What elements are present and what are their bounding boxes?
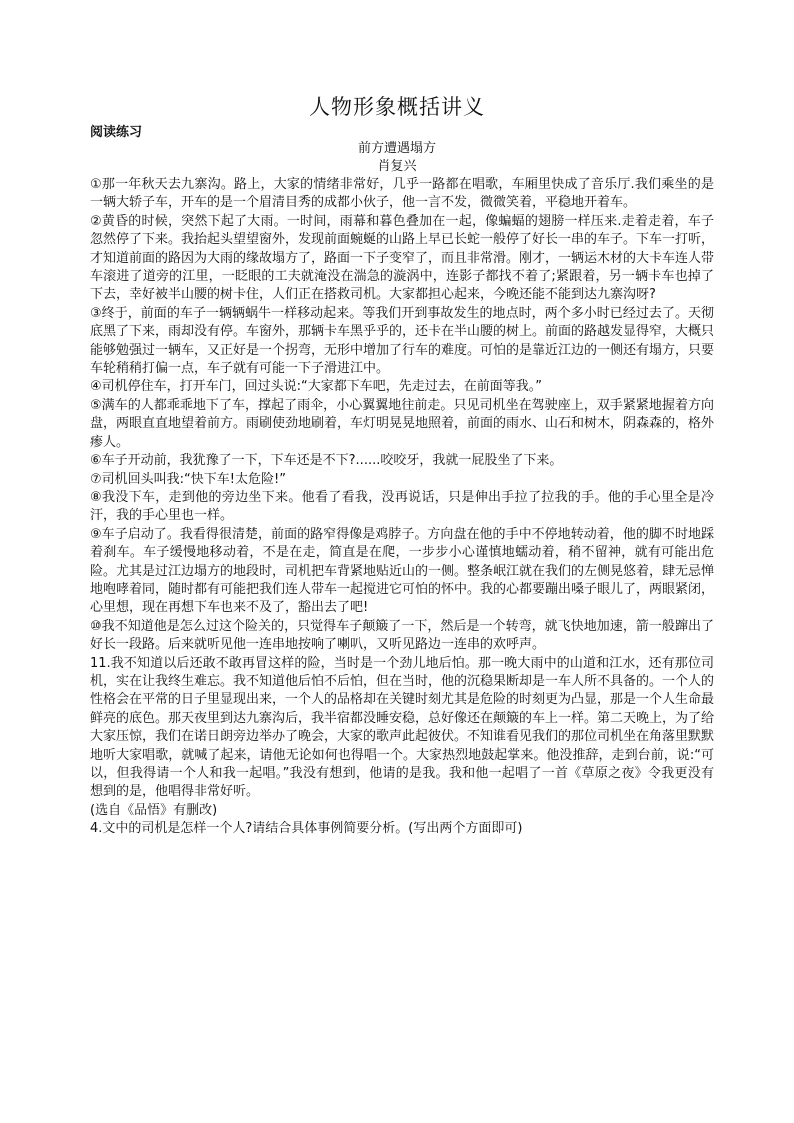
section-label: 阅读练习: [90, 125, 143, 140]
source-note: (选自《品悟》有删改): [90, 802, 218, 818]
paragraph-7: ⑦司机回头叫我:“快下车!太危险!”: [90, 471, 286, 487]
passage-title: 前方遭遇塌方: [357, 141, 436, 156]
paragraph-11: 11.我不知道以后还敢不敢再冒这样的险，当时是一个劲儿地后怕。那一晚大雨中的山道和江水，还有那位司机，实在让我终生难忘。我不知道他后怕不后怕，但在当时，他的沉稳果断却是一车人所不具备的。一个人的性格会在平常的日子里显现出来，一个人的品格却在关键时刻尤其是危险的时刻更为凸显，那是一个人生命最鲜亮的底色。那天夜里到达九寨沟后，我半宿都没睡安稳，总好像还在颠簸的车上一样。第二天晚上，为了给大家压惊，我们在诺日朗旁边举办了晚会，大家的歌声此起彼伏。不知谁看见我们的那位司机坐在角落里默默地听大家唱歌，就喊了起来，请他无论如何也得唱一个。大家热烈地鼓起掌来。他没推辞，走到台前，说:“可以，但我得请一个人和我一起唱。”我没有想到，他请的是我。我和他一起唱了一首《草原之夜》令我更没有想到的是，他唱得非常好听。: [90, 655, 715, 800]
paragraph-1: ①那一年秋天去九寨沟。路上，大家的情绪非常好，几乎一路都在唱歌，车厢里快成了音乐厅.我们乘坐的是一辆大轿子车，开车的是一个眉清目秀的成都小伙子，他一言不发，微微笑着，平稳地开着车。: [90, 177, 714, 211]
paragraph-5: ⑤满车的人都乖乖地下了车，撑起了雨伞，小心翼翼地往前走。只见司机坐在驾驶座上，双手紧紧地握着方向盘，两眼直直地望着前方。雨刷使劲地刷着，车灯明晃晃地照着，前面的雨水、山石和树木，阴森森的，格外瘆人。: [90, 397, 715, 450]
page-title: 人物形象概括讲义: [309, 95, 485, 119]
paragraph-4: ④司机停住车，打开车门，回过头说:“大家都下车吧，先走过去，在前面等我。”: [90, 379, 543, 395]
paragraph-3: ③终于，前面的车子一辆辆蜗牛一样移动起来。等我们开到事故发生的地点时，两个多小时已经过去了。天彻底黑了下来，雨却没有停。车窗外，那辆卡车黑乎乎的，还卡在半山腰的树上。前面的路越发显得窄，大概只能够勉强过一辆车，又正好是一个拐弯，无形中增加了行车的难度。可怕的是靠近江边的一侧还有塌方，只要车轮稍稍打偏一点，车子就有可能一下子滑进江中。: [90, 305, 715, 377]
paragraph-8: ⑧我没下车，走到他的旁边坐下来。他看了看我，没再说话，只是伸出手拉了拉我的手。他的手心里全是冷汗，我的手心里也一样。: [90, 489, 714, 524]
passage-body: [90, 176, 714, 839]
paragraph-2: ②黄昏的时候，突然下起了大雨。一时间，雨幕和暮色叠加在一起，像蝙蝠的翅膀一样压来.走着走着，车子忽然停了下来。我抬起头望望窗外，发现前面蜿蜒的山路上早已长蛇一般停了好长一串的车子。下车一打听，才知道前面的路因为大雨的缘故塌方了，路面一下子变窄了，而且非常滑。刚才，一辆运木材的大卡车连人带车滚进了道旁的江里，一眨眼的工夫就淹没在湍急的漩涡中，连影子都找不着了;紧跟着，另一辆卡车也掉了下去，幸好被半山腰的树卡住，人们正在搭救司机。大家都担心起来，今晚还能不能到达九寨沟呀?: [90, 213, 715, 303]
question-4: 4.文中的司机是怎样一个人?请结合具体事例简要分析。(写出两个方面即可): [90, 821, 523, 837]
passage-author: 肖复兴: [377, 159, 417, 174]
paragraph-10: ⑩我不知道他是怎么过这个险关的，只觉得车子颠簸了一下，然后是一个转弯，就飞快地加速，箭一般蹿出了好长一段路。后来就听见他一连串地按响了喇叭，又听见路边一连串的欢呼声。: [90, 618, 714, 653]
paragraph-9: ⑨车子启动了。我看得很清楚，前面的路窄得像是鸡脖子。方向盘在他的手中不停地转动着，他的脚不时地踩着刹车。车子缓慢地移动着，不是在走，简直是在爬，一步步小心谨慎地蠕动着，稍不留神，就有可能出危险。尤其是过江边塌方的地段时，司机把车背紧地贴近山的一侧。整条岷江就在我们的左侧晃悠着，肆无忌惮地咆哮着同，随时都有可能把我们连人带车一起搅进它可怕的怀中。我的心都要蹦出嗓子眼儿了，两眼紧闭，心里想，现在再想下车也来不及了，豁出去了吧!: [90, 526, 715, 616]
paragraph-6: ⑥车子开动前，我犹豫了一下，下车还是不下?......咬咬牙，我就一屁股坐了下来。: [90, 453, 563, 469]
